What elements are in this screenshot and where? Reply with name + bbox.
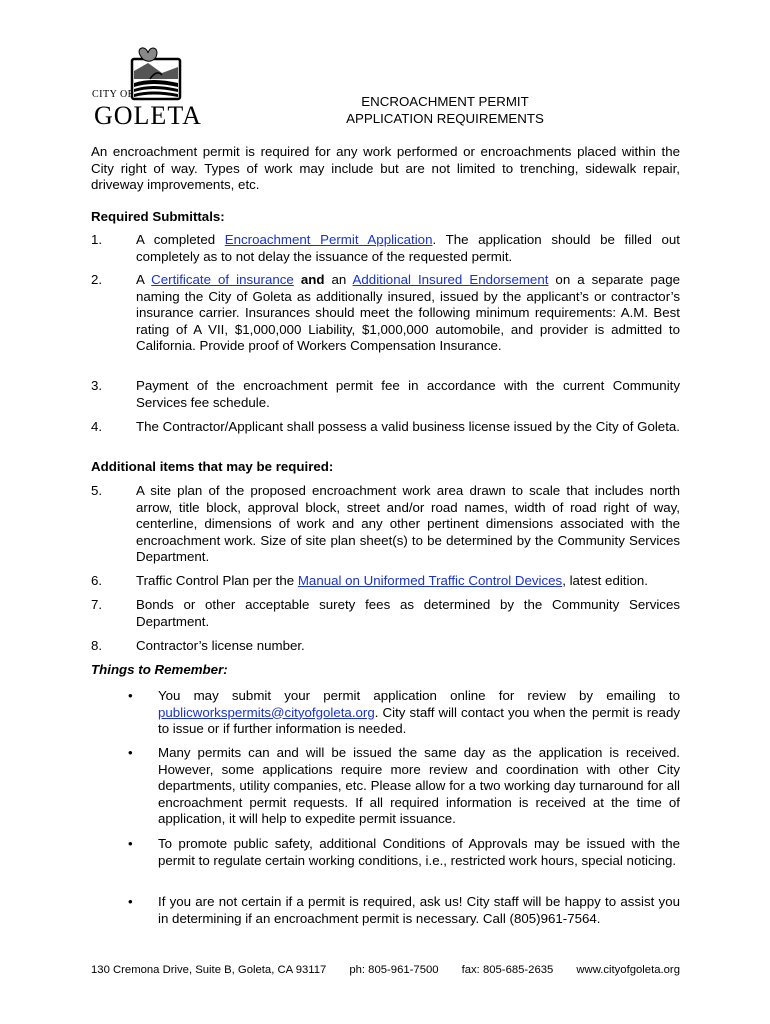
bullet-text: To promote public safety, additional Conditions of Approvals may be issued with the permit to regulate certain working conditions, i.e., restricted work hours, special noticing. (158, 836, 680, 868)
list-item-4 (91, 419, 680, 436)
logo-city-name: GOLETA (94, 101, 202, 130)
required-submittals-heading: Required Submittals: (91, 209, 225, 224)
list-item-3 (91, 378, 680, 411)
bullet-icon: • (128, 894, 133, 909)
item-text: Traffic Control Plan per the Manual on Uniformed Traffic Control Devices, latest edition. (136, 573, 648, 588)
list-item-6 (91, 573, 680, 590)
item-text: A site plan of the proposed encroachment work area drawn to scale that includes north arrow, title block, approval block, street and/or road names, width of road right of way, centerline, dimensions of work and any other pertinent dimensions associated with the encroachment work. Size of site plan sheet(s) to be determined by the Community Services Department. (136, 483, 680, 564)
document-title (330, 94, 560, 127)
page-footer (91, 964, 680, 976)
bullet-item-1 (128, 688, 680, 738)
item-number: 6. (91, 573, 103, 588)
footer-website: www.cityofgoleta.org (576, 964, 680, 976)
certificate-of-insurance-link[interactable]: Certificate of insurance (151, 272, 294, 287)
things-to-remember-heading: Things to Remember: (91, 662, 228, 677)
list-item-2 (91, 272, 680, 355)
bullet-icon: • (128, 745, 133, 760)
bullet-text: Many permits can and will be issued the same day as the application is received. However, some applications require more review and coordination with other City departments, utility companies, etc. Please allow for a two working day turnaround for all encroachment permit requests. If all required information is received at the time of application, it will help to expedite permit issuance. (158, 745, 680, 826)
bullet-icon: • (128, 688, 133, 703)
item-text: Contractor’s license number. (136, 638, 305, 653)
item-text: A Certificate of insurance and an Additional Insured Endorsement on a separate page naming the City of Goleta as additionally insured, issued by the applicant’s or contractor’s insurance carrier. Insurances should meet the following minimum requirements: A.M. Best rating of A VII, $1,000,000 Liability, $1,000,000 automobile, and provider is admitted to California. Provide proof of Workers Compensation Insurance. (136, 272, 680, 353)
item-text: A completed Encroachment Permit Application. The application should be filled out completely as to not delay the issuance of the requested permit. (136, 232, 681, 264)
footer-fax: fax: 805-685-2635 (461, 964, 554, 976)
bullet-item-3 (128, 836, 680, 869)
bullet-item-2 (128, 745, 680, 828)
item-number: 5. (91, 483, 103, 498)
encroachment-permit-application-link[interactable]: Encroachment Permit Application (224, 232, 433, 247)
additional-insured-endorsement-link[interactable]: Additional Insured Endorsement (352, 272, 549, 287)
item-number: 1. (91, 232, 103, 247)
additional-items-heading: Additional items that may be required: (91, 459, 334, 474)
permits-email-link[interactable]: publicworkspermits@cityofgoleta.org (158, 704, 375, 720)
city-logo (92, 45, 204, 133)
footer-phone: ph: 805-961-7500 (349, 964, 439, 976)
bullet-icon: • (128, 836, 133, 851)
item-text: Bonds or other acceptable surety fees as determined by the Community Services Department. (136, 597, 680, 629)
item-text: The Contractor/Applicant shall possess a valid business license issued by the City of Goleta. (136, 419, 680, 434)
mutcd-link[interactable]: Manual on Uniformed Traffic Control Devices (297, 573, 563, 588)
footer-address: 130 Cremona Drive, Suite B, Goleta, CA 93117 (91, 964, 327, 976)
list-item-7 (91, 597, 680, 630)
list-item-1 (91, 232, 680, 265)
item-number: 7. (91, 597, 103, 612)
intro-paragraph: An encroachment permit is required for any work performed or encroachments placed within the City right of way. Types of work may include but are not limited to trenching, sidewalk repair, driveway improvements, etc. (91, 144, 680, 192)
item-number: 8. (91, 638, 103, 653)
bullet-item-4 (128, 894, 680, 927)
list-item-5 (91, 483, 680, 566)
item-number: 2. (91, 272, 103, 287)
bullet-text: If you are not certain if a permit is required, ask us! City staff will be happy to assist you in determining if an encroachment permit is necessary. Call (805)961-7564. (158, 894, 680, 926)
logo-city-of: CITY OF (92, 89, 134, 100)
title-line-1: ENCROACHMENT PERMIT (361, 94, 529, 109)
bullet-text: You may submit your permit application online for review by emailing to publicworkspermits@cityofgoleta.org. City staff will contact you when the permit is ready to issue or if further information is needed. (158, 688, 680, 736)
title-line-2: APPLICATION REQUIREMENTS (346, 110, 544, 126)
item-number: 4. (91, 419, 103, 434)
item-number: 3. (91, 378, 103, 393)
item-text: Payment of the encroachment permit fee in accordance with the current Community Services fee schedule. (136, 378, 680, 410)
list-item-8 (91, 638, 680, 655)
